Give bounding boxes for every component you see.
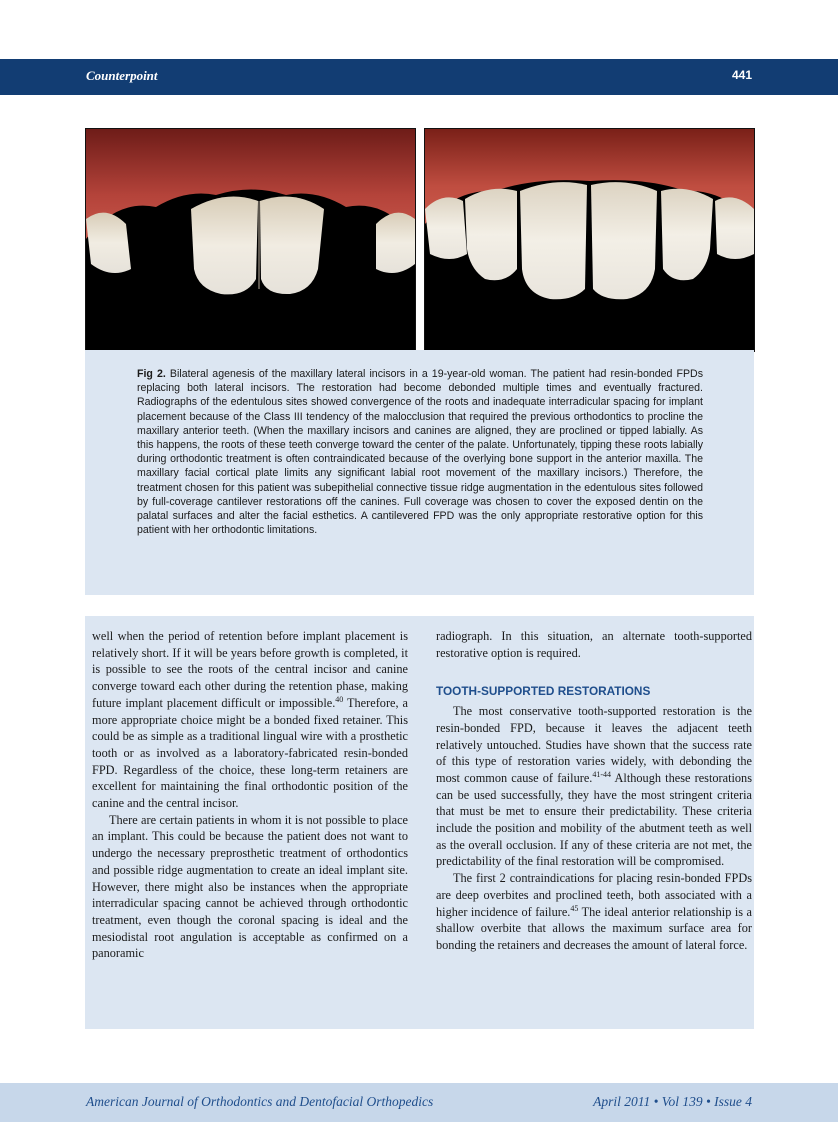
right-column	[436, 628, 752, 954]
running-header	[0, 59, 838, 95]
figure-caption-box	[85, 350, 754, 595]
figure-caption	[137, 367, 703, 537]
paragraph	[436, 703, 752, 870]
paragraph	[436, 870, 752, 954]
paragraph-text: Although these restorations can be used successfully, they have the most stringent criteria that must be met to ensure their predictability. These criteria include the position and mobility of the abutment teeth as well as the overall occlusion. If any of these criteria are not met, the predictability of the final restoration will be compromised.	[436, 770, 752, 869]
paragraph-text: The ideal anterior relationship is a shallow overbite that allows the maximum surface area for bonding the retainers and decreases the amount of lateral force.	[436, 904, 752, 952]
paragraph-text: The first 2 contraindications for placing resin-bonded FPDs are deep overbites and proclined teeth, both associated with a higher incidence of failure.	[436, 871, 752, 919]
paragraph: radiograph. In this situation, an alternate tooth-supported restorative option is required.	[436, 629, 752, 660]
figure-caption-text: Bilateral agenesis of the maxillary lateral incisors in a 19-year-old woman. The patient had resin-bonded FPDs replacing both lateral incisors. The restoration had become debonded multiple times and eventually fractured. Radiographs of the edentulous sites showed convergence of the roots and inadequate interradicular spacing for implant placement because of the Class III tendency of the malocclusion that required the previous orthodontics to procline the maxillary anterior teeth. (When the maxillary incisors and canines are aligned, they are proclined or tipped labially. As this happens, the roots of these teeth converge toward the center of the palate. Unfortunately, tipping these roots labially during orthodontic treatment is often contraindicated because of the overlying bone support in the anterior maxilla. The maxillary facial cortical plate limits any significant labial root movement of the maxillary incisors.) Therefore, the treatment chosen for this patient was subepithelial connective tissue ridge augmentation in the edentulous sites followed by full-coverage cantilever restorations off the canines. Full coverage was chosen to cover the exposed dentin on the palatal surfaces and alter the facial esthetics. A cantilevered FPD was the only appropriate restorative option for this patient with her orthodontic limitations.	[137, 368, 703, 537]
citation-ref: 41-44	[592, 769, 612, 779]
paragraph: There are certain patients in whom it is not possible to place an implant. This could be because the patient does not want to undergo the necessary preprosthetic treatment of orthodontics and possible ridge augmentation to create an ideal implant site. However, there might also be instances when the appropriate interradicular spacing cannot be achieved through orthodontic treatment, even though the coronal spacing is ideal and the mesiodistal root angulation is acceptable as confirmed on a panoramic	[92, 812, 408, 961]
issue-info: April 2011 • Vol 139 • Issue 4	[593, 1094, 752, 1109]
citation-ref: 45	[570, 903, 579, 913]
paragraph-text: The most conservative tooth-supported restoration is the resin-bonded FPD, because it leaves the adjacent teeth relatively untouched. Studies have shown that the success rate of this type of restoration varies widely, with debonding the most common cause of failure.	[436, 704, 752, 785]
left-column	[92, 628, 408, 962]
journal-name: American Journal of Orthodontics and Dentofacial Orthopedics	[86, 1094, 434, 1109]
figure-photo-before	[85, 128, 416, 352]
paragraph	[92, 628, 408, 812]
paragraph-text: Therefore, a more appropriate choice might be a bonded fixed retainer. This could be as simple as a traditional lingual wire with a prosthetic tooth or as involved as a laboratory-fabricated resin-bonded FPD. Regardless of the choice, these long-term retainers are excellent for maintaining the final orthodontic position of the canine and the central incisor.	[92, 695, 408, 811]
article-body	[85, 616, 754, 1029]
running-footer	[0, 1083, 838, 1122]
paragraph-text: well when the period of retention before implant placement is relatively short. If it will be years before growth is completed, it is possible to see the roots of the central incisor and canine converge toward each other during the retention phase, making future implant placement difficult or impossible.	[92, 629, 408, 710]
figure-photo-after	[424, 128, 755, 352]
section-heading: TOOTH-SUPPORTED RESTORATIONS	[436, 684, 651, 699]
figure-label: Fig 2.	[137, 368, 166, 380]
page-number: 441	[731, 68, 752, 82]
section-label: Counterpoint	[86, 68, 158, 83]
citation-ref: 40	[335, 694, 344, 704]
